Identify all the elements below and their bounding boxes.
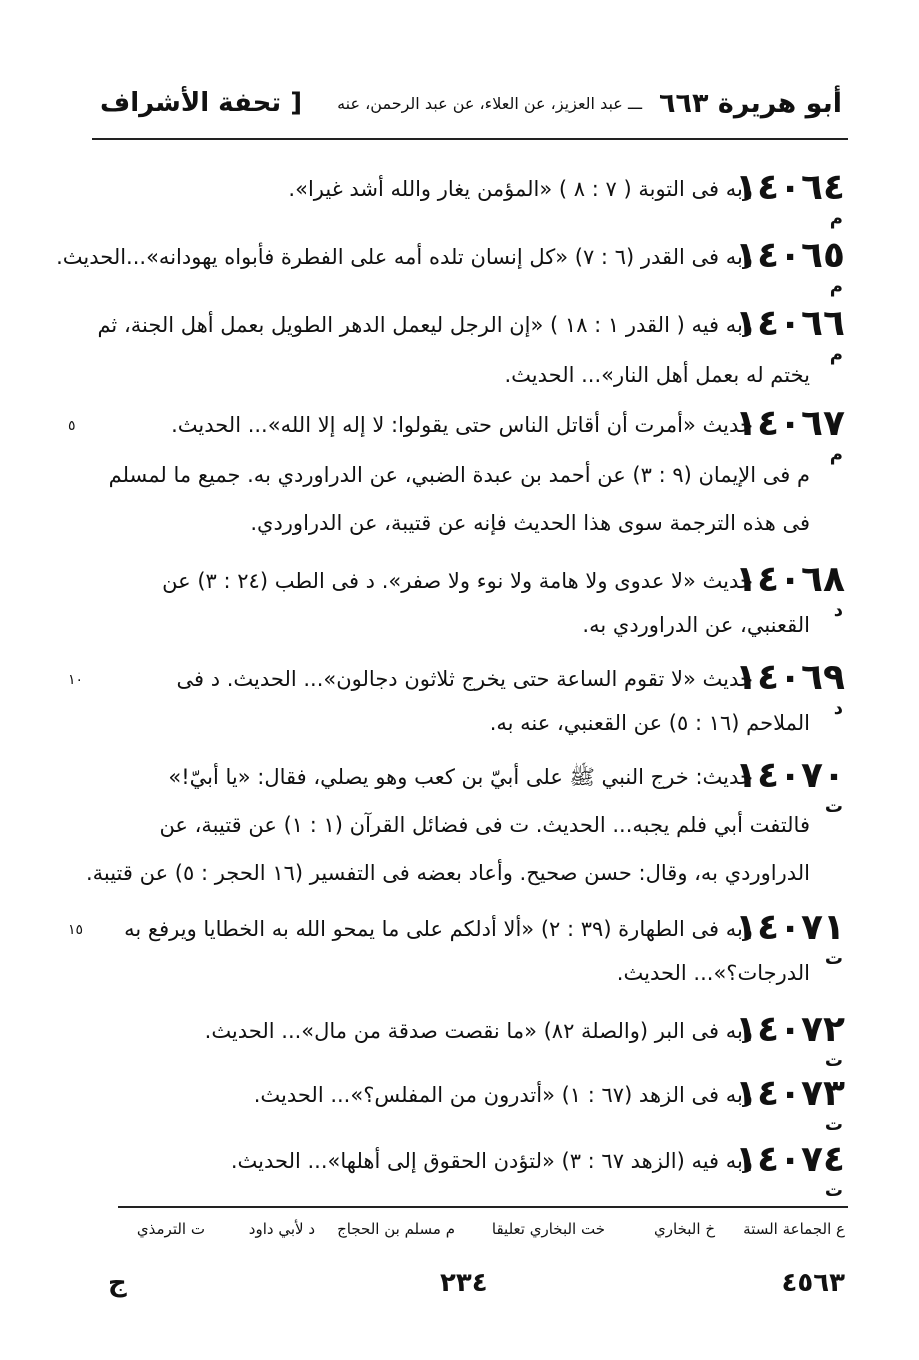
- header-divider: [92, 138, 848, 140]
- page-number: ٢٣٤: [440, 1268, 488, 1298]
- item-range-number: ٤٥٦٣: [781, 1268, 845, 1298]
- entry-text-line: وبه فى الطهارة (٣٩ : ٢) «ألا أدلكم على ما يمحو الله به الخطايا ويرفع به: [124, 917, 753, 941]
- hadith-entry: [60, 658, 845, 748]
- footer-divider: [118, 1206, 848, 1208]
- line-marker: ١٠: [68, 672, 84, 688]
- entry-text-line: وبه فى القدر (٦ : ٧) «كل إنسان تلده أمه على الفطرة فأبواه يهودانه»...الحديث.: [56, 245, 753, 269]
- entry-text-line: حديث: خرج النبي ﷺ على أبيّ بن كعب وهو يصلي، فقال: «يا أبيّ!»: [168, 765, 753, 789]
- entry-number: ١٤٠٦٧: [735, 403, 845, 444]
- source-siglum: ت: [824, 1180, 843, 1201]
- source-siglum: ت: [824, 796, 843, 817]
- legend-item: ع الجماعة الستة: [743, 1220, 845, 1238]
- hadith-entry: [60, 1139, 845, 1201]
- siglum-legend: [100, 1220, 845, 1250]
- source-siglum: م: [829, 276, 843, 297]
- hadith-entry: [60, 908, 845, 998]
- hadith-entry: [60, 404, 845, 544]
- entry-number: ١٤٠٧٠: [735, 755, 845, 796]
- entry-text-line: القعنبي، عن الدراوردي به.: [582, 613, 810, 637]
- header-book-title: [ تحفة الأشراف: [100, 88, 303, 118]
- entry-text-line: حديث «أمرت أن أقاتل الناس حتى يقولوا: لا إله إلا الله»... الحديث.: [171, 413, 753, 437]
- entry-number: ١٤٠٧٣: [735, 1073, 845, 1114]
- source-siglum: م: [829, 208, 843, 229]
- entry-text-line: يختم له بعمل أهل النار»... الحديث.: [504, 363, 810, 387]
- entry-number: ١٤٠٦٨: [735, 559, 845, 600]
- source-siglum: د: [833, 698, 843, 719]
- source-siglum: ت: [824, 948, 843, 969]
- source-siglum: ت: [824, 1114, 843, 1135]
- header-section-title: أبو هريرة ٦٦٣: [659, 88, 842, 119]
- entry-text-line: م فى الإيمان (٩ : ٣) عن أحمد بن عبدة الضبي، عن الدراوردي به. جميع ما لمسلم: [108, 463, 810, 487]
- hadith-entry: [60, 167, 845, 229]
- legend-item: م مسلم بن الحجاج: [337, 1220, 455, 1238]
- legend-item: ت الترمذي: [136, 1220, 205, 1238]
- legend-item: خت البخاري تعليقا: [491, 1220, 605, 1238]
- hadith-entry: [60, 560, 845, 650]
- entry-text-line: فالتفت أبي فلم يجبه... الحديث. ت فى فضائل القرآن (١ : ١) عن قتيبة، عن: [159, 813, 810, 837]
- entry-text-line: الدرجات؟»... الحديث.: [616, 961, 810, 985]
- page-number-row: [100, 1268, 845, 1308]
- line-marker: ١٥: [68, 922, 84, 938]
- entry-number: ١٤٠٧٤: [735, 1139, 845, 1180]
- entry-number: ١٤٠٧٢: [735, 1009, 845, 1050]
- volume-marker: ج: [108, 1268, 127, 1298]
- source-siglum: م: [829, 444, 843, 465]
- entry-text-line: وبه فى الزهد (٦٧ : ١) «أتدرون من المفلس؟»... الحديث.: [253, 1083, 753, 1107]
- hadith-entry: [60, 756, 845, 896]
- source-siglum: م: [829, 344, 843, 365]
- entry-number: ١٤٠٦٥: [735, 235, 845, 276]
- hadith-entry: [60, 1009, 845, 1071]
- source-siglum: د: [833, 600, 843, 621]
- entry-number: ١٤٠٧١: [735, 907, 845, 948]
- entry-text-line: وبه فيه ( القدر ١ : ١٨ ) «إن الرجل ليعمل الدهر الطويل بعمل أهل الجنة، ثم: [97, 313, 753, 337]
- entry-text-line: الملاحم (١٦ : ٥) عن القعنبي، عنه به.: [489, 711, 810, 735]
- entry-text-line: حديث «لا عدوى ولا هامة ولا نوء ولا صفر». د فى الطب (٢٤ : ٣) عن: [162, 569, 753, 593]
- entry-text-line: فى هذه الترجمة سوى هذا الحديث فإنه عن قتيبة، عن الدراوردي.: [250, 511, 810, 535]
- header-chain: ـــ عبد العزيز، عن العلاء، عن عبد الرحمن، عنه: [337, 94, 642, 113]
- entry-number: ١٤٠٦٦: [735, 303, 845, 344]
- hadith-entry: [60, 304, 845, 394]
- entry-text-line: حديث «لا تقوم الساعة حتى يخرج ثلاثون دجالون»... الحديث. د فى: [176, 667, 753, 691]
- entry-number: ١٤٠٦٤: [735, 167, 845, 208]
- legend-item: د لأبي داود: [248, 1220, 315, 1238]
- source-siglum: ت: [824, 1050, 843, 1071]
- entry-text-line: وبه فى البر (والصلة ٨٢) «ما نقصت صدقة من مال»... الحديث.: [204, 1019, 753, 1043]
- line-marker: ٥: [68, 418, 76, 434]
- hadith-entry: [56, 235, 845, 297]
- entry-text-line: وبه فيه (الزهد ٦٧ : ٣) «لتؤدن الحقوق إلى أهلها»... الحديث.: [230, 1149, 753, 1173]
- running-header: [100, 84, 842, 128]
- entry-text-line: الدراوردي به، وقال: حسن صحيح. وأعاد بعضه فى التفسير (١٦ الحجر : ٥) عن قتيبة.: [85, 861, 810, 885]
- hadith-entry: [60, 1073, 845, 1135]
- entry-text-line: وبه فى التوبة ( ٧ : ٨ ) «المؤمن يغار والله أشد غيرا».: [288, 177, 753, 201]
- entry-number: ١٤٠٦٩: [735, 657, 845, 698]
- legend-item: خ البخاري: [654, 1220, 715, 1238]
